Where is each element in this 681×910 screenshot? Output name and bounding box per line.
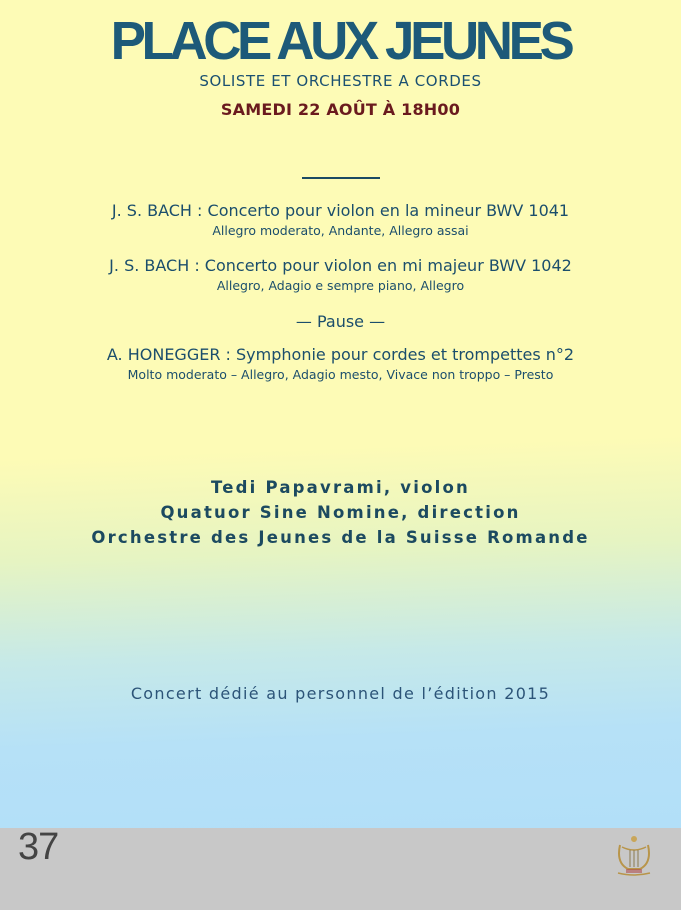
lyre-emblem-icon <box>612 833 656 877</box>
performer-orchestra: Orchestre des Jeunes de la Suisse Romande <box>91 528 590 547</box>
work-title-2: J. S. BACH : Concerto pour violon en mi majeur BWV 1042 <box>109 256 572 275</box>
divider-rule <box>302 177 380 179</box>
page-title: PLACE AUX JEUNES <box>110 11 571 71</box>
dedication-text: Concert dédié au personnel de l’édition 2015 <box>130 684 551 703</box>
performer-direction: Quatuor Sine Nomine, direction <box>160 503 521 522</box>
page-footer <box>0 828 681 910</box>
work-movements-1: Allegro moderato, Andante, Allegro assai <box>212 223 469 238</box>
concert-date: SAMEDI 22 AOÛT À 18H00 <box>220 100 461 119</box>
work-title-1: J. S. BACH : Concerto pour violon en la mineur BWV 1041 <box>111 201 570 220</box>
page-number: 37 <box>18 826 59 868</box>
work-movements-3: Molto moderato – Allegro, Adagio mesto, Vivace non troppo – Presto <box>127 367 554 382</box>
pause-label: — Pause — <box>295 312 386 331</box>
work-movements-2: Allegro, Adagio e sempre piano, Allegro <box>216 278 465 293</box>
page-subtitle: SOLISTE ET ORCHESTRE A CORDES <box>199 72 482 90</box>
performer-soloist: Tedi Papavrami, violon <box>211 478 470 497</box>
work-title-3: A. HONEGGER : Symphonie pour cordes et trompettes n°2 <box>106 345 575 364</box>
